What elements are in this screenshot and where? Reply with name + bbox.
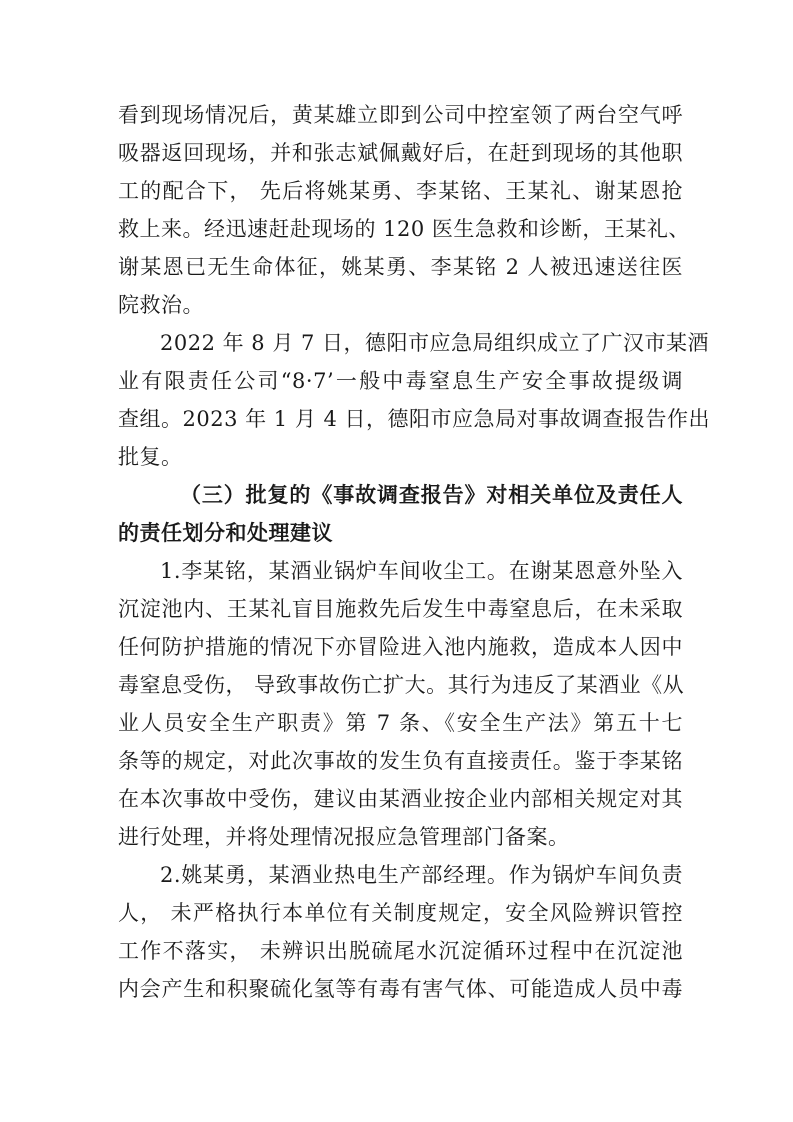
text-line: 谢某恩已无生命体征，姚某勇、李某铭 2 人被迅速送往医 [118, 255, 683, 279]
text-line: 1.李某铭，某酒业锅炉车间收尘工。在谢某恩意外坠入 [160, 559, 683, 583]
text-line: 业有限责任公司“8·7’一般中毒窒息生产安全事故提级调 [118, 369, 683, 393]
paragraph-rescue [118, 96, 690, 324]
paragraph-item-1 [118, 552, 683, 856]
section-heading [118, 476, 683, 552]
text-line: 吸器返回现场，并和张志斌佩戴好后，在赶到现场的其他职 [118, 141, 683, 165]
text-line: 人， 未严格执行本单位有关制度规定，安全风险辨识管控 [118, 901, 683, 925]
text-line: 毒窒息受伤， 导致事故伤亡扩大。其行为违反了某酒业《从 [118, 673, 685, 697]
text-line: 在本次事故中受伤，建议由某酒业按企业内部相关规定对其 [118, 787, 683, 811]
document-page [118, 96, 711, 1008]
text-line: 查组。2023 年 1 月 4 日，德阳市应急局对事故调查报告作出 [118, 407, 711, 431]
text-line: 条等的规定，对此次事故的发生负有直接责任。鉴于李某铭 [118, 749, 683, 773]
text-line: 看到现场情况后，黄某雄立即到公司中控室领了两台空气呼 [118, 103, 683, 127]
text-line: 工作不落实， 未辨识出脱硫尾水沉淀循环过程中在沉淀池 [118, 939, 683, 963]
text-line: 工的配合下， 先后将姚某勇、李某铭、王某礼、谢某恩抢 [118, 179, 683, 203]
heading-line: 的责任划分和处理建议 [118, 520, 333, 545]
text-line: 沉淀池内、王某礼盲目施救先后发生中毒窒息后，在未采取 [118, 597, 683, 621]
paragraph-item-2 [118, 856, 683, 1008]
text-line: 业人员安全生产职责》第 7 条、《安全生产法》第五十七 [118, 711, 683, 735]
text-line: 2022 年 8 月 7 日，德阳市应急局组织成立了广汉市某酒 [160, 331, 710, 355]
text-line: 院救治。 [118, 293, 204, 317]
text-line: 内会产生和积聚硫化氢等有毒有害气体、可能造成人员中毒 [118, 977, 683, 1001]
text-line: 2.姚某勇，某酒业热电生产部经理。作为锅炉车间负责 [160, 863, 683, 887]
text-line: 任何防护措施的情况下亦冒险进入池内施救，造成本人因中 [118, 635, 683, 659]
text-line: 批复。 [118, 445, 183, 469]
heading-line: （三）批复的《事故调查报告》对相关单位及责任人 [180, 482, 683, 507]
paragraph-investigation [118, 324, 711, 476]
text-line: 救上来。经迅速赶赴现场的 120 医生急救和诊断，王某礼、 [118, 217, 690, 241]
text-line: 进行处理，并将处理情况报应急管理部门备案。 [118, 825, 570, 849]
